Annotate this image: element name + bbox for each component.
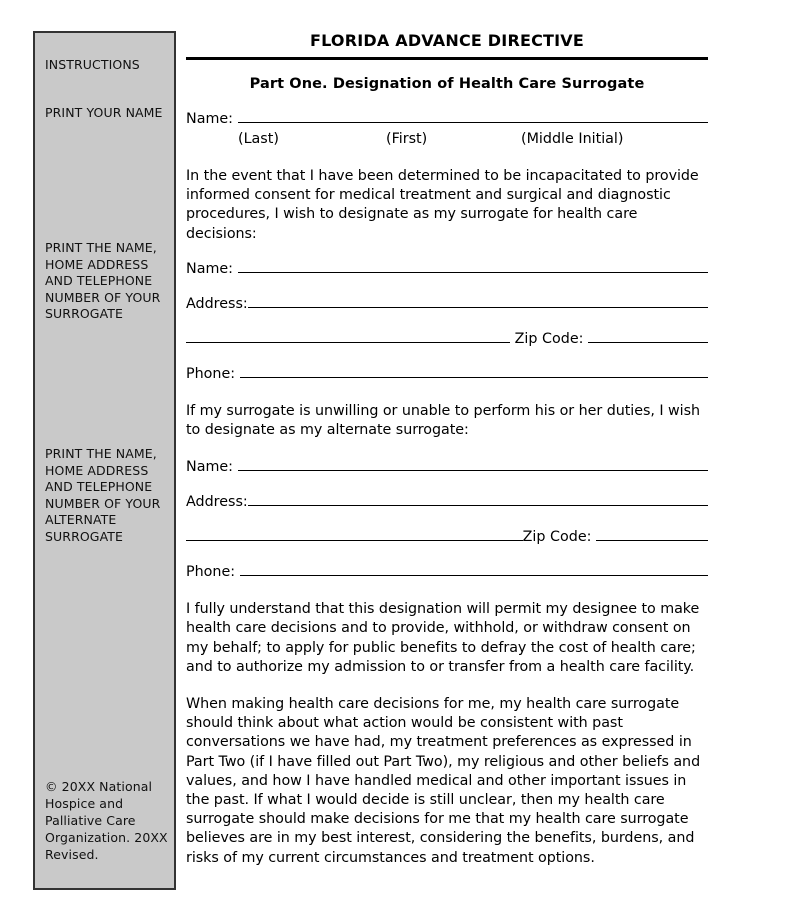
declarant-name-captions xyxy=(186,129,708,147)
spacer xyxy=(186,477,708,493)
spacer xyxy=(186,349,708,365)
declarant-name-row[interactable] xyxy=(186,110,708,129)
spacer xyxy=(186,244,708,260)
surrogate-zip-label: Zip Code: xyxy=(510,330,588,347)
surrogate-name-input[interactable] xyxy=(238,261,708,273)
part-one-heading: Part One. Designation of Health Care Surrogate xyxy=(249,76,645,92)
alternate-phone-label: Phone: xyxy=(186,564,240,581)
surrogate-address-line2-input[interactable] xyxy=(186,331,510,343)
alternate-phone-input[interactable] xyxy=(240,564,708,576)
spacer xyxy=(186,677,708,695)
spacer xyxy=(186,384,708,402)
surrogate-address-row[interactable] xyxy=(186,295,708,314)
declarant-name-input[interactable] xyxy=(238,111,708,123)
alternate-address-row[interactable] xyxy=(186,493,708,512)
spacer xyxy=(186,279,708,295)
alternate-name-row[interactable] xyxy=(186,458,708,477)
spacer xyxy=(186,314,708,330)
spacer xyxy=(186,147,708,167)
paragraph-decision-guidance: When making health care decisions for me, my health care surrogate should think about what action would be consistent with past conversations we have had, my treatment preferences as expressed in Part Two (if I have filled out Part Two), my religious and other beliefs and values, and how I have handled medical and other important issues in the past. If what I would decide is still unclear, then my health care surrogate should make decisions for me that my health care surrogate believes are in my best interest, considering the benefits, burdens, and risks of my current circumstances and treatment options. xyxy=(186,696,701,866)
alternate-name-input[interactable] xyxy=(238,459,708,471)
caption-middle-initial: (Middle Initial) xyxy=(521,131,624,147)
sidebar-note-print-your-name: PRINT YOUR NAME xyxy=(45,105,163,120)
paragraph-incapacitated: In the event that I have been determined to be incapacitated to provide informed consent for medical treatment and surgical and diagnostic procedures, I wish to designate as my surrogate for health care decisions: xyxy=(186,168,699,242)
alternate-address2-zip-row[interactable] xyxy=(186,528,708,547)
surrogate-address-input[interactable] xyxy=(248,296,708,308)
paragraph-understanding: I fully understand that this designation will permit my designee to make health care decisions and to provide, withhold, or withdraw consent on my behalf; to apply for public benefits to defray the cost of health care; and to authorize my admission to or transfer from a health care facility. xyxy=(186,601,700,675)
sidebar-note-surrogate-info: PRINT THE NAME, HOME ADDRESS AND TELEPHONE NUMBER OF YOUR SURROGATE xyxy=(45,240,161,321)
surrogate-phone-label: Phone: xyxy=(186,365,240,382)
spacer xyxy=(186,92,708,110)
sidebar-note-copyright: © 20XX National Hospice and Palliative Care Organization. 20XX Revised. xyxy=(45,779,168,862)
caption-first: (First) xyxy=(386,131,428,147)
sidebar-note-instructions: INSTRUCTIONS xyxy=(45,57,140,72)
alternate-address-label: Address: xyxy=(186,494,248,511)
spacer xyxy=(186,440,708,458)
surrogate-name-label: Name: xyxy=(186,260,238,277)
document-body xyxy=(186,28,708,868)
surrogate-phone-row[interactable] xyxy=(186,365,708,384)
paragraph-alternate-intro: If my surrogate is unwilling or unable to perform his or her duties, I wish to designate as my alternate surrogate: xyxy=(186,402,700,439)
alternate-zip-input[interactable] xyxy=(596,529,708,541)
alternate-name-label: Name: xyxy=(186,459,238,476)
spacer xyxy=(186,582,708,600)
surrogate-phone-input[interactable] xyxy=(240,366,708,378)
spacer xyxy=(186,547,708,563)
spacer xyxy=(186,512,708,528)
caption-last: (Last) xyxy=(238,131,279,147)
alternate-zip-label: Zip Code: xyxy=(522,529,596,546)
surrogate-name-row[interactable] xyxy=(186,260,708,279)
instructions-sidebar xyxy=(33,31,176,890)
page-title: FLORIDA ADVANCE DIRECTIVE xyxy=(309,31,585,50)
surrogate-address-label: Address: xyxy=(186,295,248,312)
sidebar-note-alternate-surrogate-info: PRINT THE NAME, HOME ADDRESS AND TELEPHONE NUMBER OF YOUR ALTERNATE SURROGATE xyxy=(45,446,161,544)
declarant-name-label: Name: xyxy=(186,111,238,127)
alternate-address-line2-input[interactable] xyxy=(186,529,523,541)
surrogate-address2-zip-row[interactable] xyxy=(186,330,708,349)
alternate-phone-row[interactable] xyxy=(186,563,708,582)
surrogate-zip-input[interactable] xyxy=(588,331,708,343)
alternate-address-input[interactable] xyxy=(248,494,708,506)
